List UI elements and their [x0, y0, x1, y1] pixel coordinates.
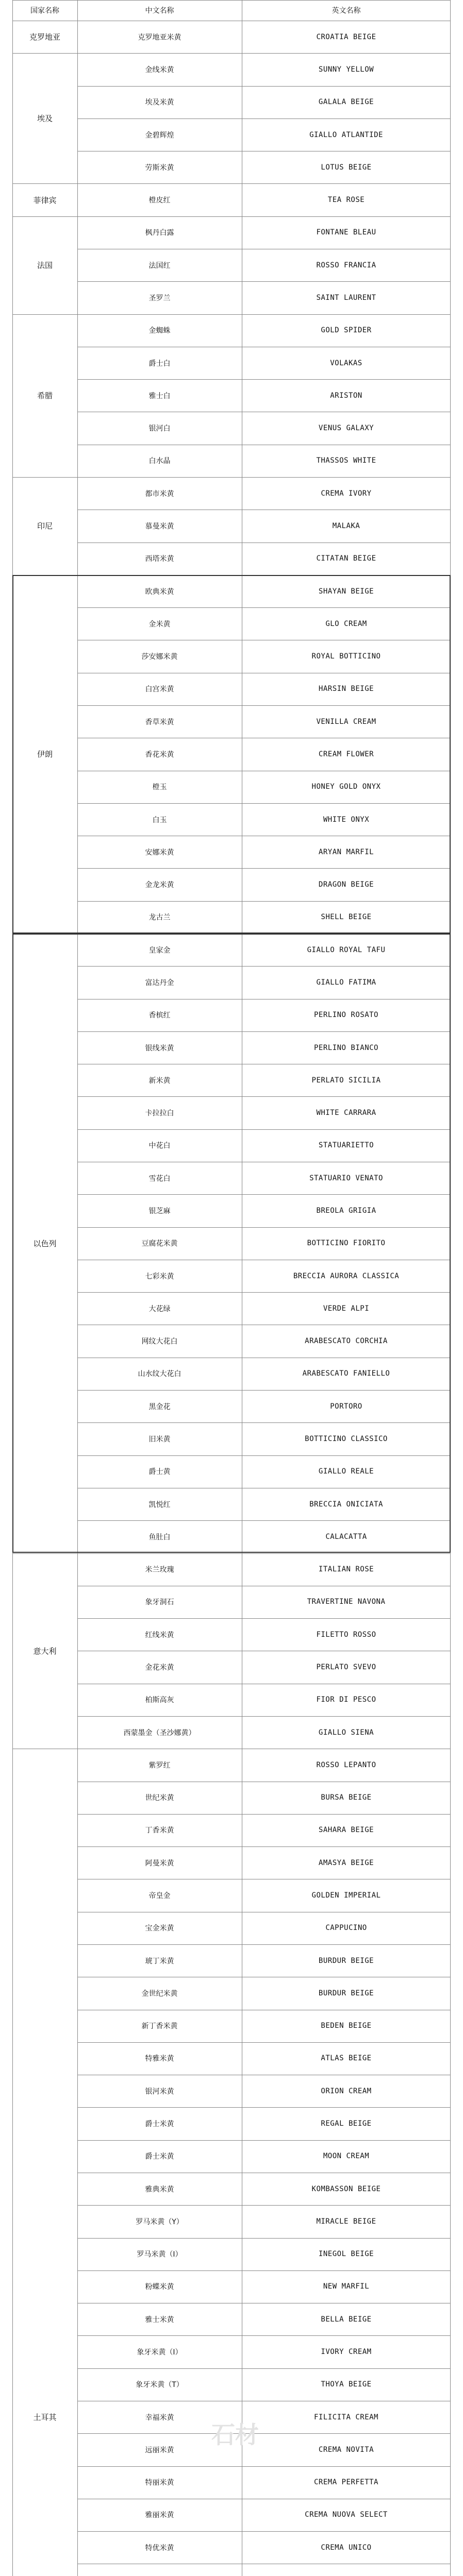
stone-en-name: ARABESCATO FANIELLO: [302, 1369, 390, 1378]
stone-en-name: TRAVERTINE NAVONA: [307, 1598, 386, 1606]
stone-cn-name: 象牙米黄（T）: [136, 2381, 184, 2389]
stone-cn-name: 银线米黄: [145, 1044, 174, 1053]
stone-en-name: GIALLO REALE: [318, 1467, 374, 1476]
stone-en-name: CROATIA BEIGE: [316, 32, 376, 41]
stone-en-name: BURDUR BEIGE: [318, 1956, 374, 1965]
stone-en-name: SHELL BEIGE: [321, 913, 372, 922]
stone-cn-name: 罗马米黄（Y）: [136, 2217, 184, 2226]
stone-cn-name: 白玉: [152, 816, 167, 824]
stone-en-name: GLO CREAM: [325, 619, 367, 628]
stone-cn-name: 紫罗红: [148, 1761, 171, 1770]
stone-en-name: VENUS GALAXY: [318, 424, 374, 433]
stone-cn-name: 鱼肚白: [148, 1533, 171, 1541]
stone-en-name: GOLDEN IMPERIAL: [311, 1891, 381, 1900]
stone-en-name: SAINT LAURENT: [316, 293, 376, 302]
stone-cn-name: 爵士黄: [148, 1468, 171, 1477]
stone-cn-name: 慕曼米黄: [145, 522, 174, 531]
stone-cn-name: 法国红: [148, 261, 171, 270]
stone-en-name: ARYAN MARFIL: [318, 848, 374, 856]
stone-en-name: GOLD SPIDER: [321, 326, 372, 335]
stone-cn-name: 橙皮红: [148, 196, 171, 205]
stone-cn-name: 帝皇金: [148, 1892, 171, 1900]
stone-en-name: ATLAS BEIGE: [321, 2054, 372, 2063]
stone-en-name: MALAKA: [332, 521, 360, 530]
stone-en-name: FILETTO ROSSO: [316, 1630, 376, 1639]
stone-en-name: ORION CREAM: [321, 2087, 372, 2095]
stone-en-name: HONEY GOLD ONYX: [311, 783, 381, 791]
stone-en-name: [242, 2564, 451, 2576]
stone-name-table: [12, 0, 451, 2576]
watermark: 石材: [211, 2421, 259, 2449]
stone-cn-name: 都市米黄: [145, 489, 174, 498]
stone-en-name: LOTUS BEIGE: [321, 163, 372, 172]
stone-cn-name: 橙玉: [152, 783, 167, 792]
stone-cn-name: 富达丹金: [145, 978, 174, 987]
stone-en-name: FIOR DI PESCO: [316, 1696, 376, 1704]
country-name: 意大利: [33, 1646, 57, 1656]
stone-cn-name: 金花米黄: [145, 1664, 174, 1672]
stone-en-name: CREAM FLOWER: [318, 750, 374, 758]
group-frame: [12, 575, 451, 934]
stone-cn-name: 琥丁米黄: [145, 1957, 174, 1965]
stone-cn-name: 红线米黄: [145, 1631, 174, 1639]
stone-cn-name: [77, 2564, 242, 2576]
stone-en-name: PERLATO SICILIA: [311, 1076, 381, 1084]
stone-cn-name: 劳斯米黄: [145, 163, 174, 172]
stone-en-name: AMASYA BEIGE: [318, 1858, 374, 1867]
stone-cn-name: 安娜米黄: [145, 848, 174, 857]
stone-cn-name: 米兰玫瑰: [145, 1566, 174, 1574]
stone-cn-name: 金蜘蛛: [148, 327, 171, 335]
stone-cn-name: 莎安娜米黄: [141, 653, 178, 662]
stone-en-name: CAPPUCINO: [325, 1924, 367, 1933]
stone-cn-name: 特优米黄: [145, 2544, 174, 2552]
stone-cn-name: 粉蝶米黄: [145, 2283, 174, 2292]
stone-en-name: VERDE ALPI: [323, 1304, 370, 1313]
stone-en-name: THOYA BEIGE: [321, 2380, 372, 2389]
stone-en-name: SHAYAN BEIGE: [318, 587, 374, 596]
stone-en-name: DRAGON BEIGE: [318, 880, 374, 889]
stone-cn-name: 金龙米黄: [145, 881, 174, 890]
stone-en-name: HARSIN BEIGE: [318, 685, 374, 693]
country-name: 伊朗: [37, 750, 53, 759]
country-name: 埃及: [37, 114, 53, 124]
stone-en-name: FONTANE BLEAU: [316, 228, 376, 237]
stone-cn-name: 网纹大花白: [141, 1337, 178, 1346]
stone-en-name: BOTTICINO FIORITO: [307, 1239, 386, 1248]
stone-cn-name: 银芝麻: [148, 1207, 171, 1215]
stone-cn-name: 克罗地亚米黄: [138, 33, 181, 42]
stone-cn-name: 金米黄: [148, 620, 171, 629]
stone-cn-name: 枫丹白露: [145, 229, 174, 238]
stone-en-name: ROSSO LEPANTO: [316, 1760, 376, 1769]
stone-cn-name: 金线米黄: [145, 65, 174, 74]
stone-en-name: GIALLO FATIMA: [316, 978, 376, 987]
stone-en-name: PERLATO SVEVO: [316, 1663, 376, 1671]
stone-cn-name: 七彩米黄: [145, 1272, 174, 1281]
stone-en-name: KOMBASSON BEIGE: [311, 2184, 381, 2193]
stone-cn-name: 新丁香米黄: [141, 2022, 178, 2031]
stone-cn-name: 雪花白: [148, 1174, 171, 1183]
stone-cn-name: 白宫米黄: [145, 685, 174, 694]
stone-cn-name: 龙古兰: [148, 913, 171, 922]
stone-cn-name: 象牙米黄（I）: [137, 2348, 183, 2357]
stone-en-name: REGAL BEIGE: [321, 2120, 372, 2128]
stone-cn-name: 爵士米黄: [145, 2153, 174, 2161]
stone-cn-name: 宝金米黄: [145, 1924, 174, 1933]
stone-en-name: GIALLO ATLANTIDE: [309, 130, 383, 139]
stone-en-name: VOLAKAS: [330, 359, 362, 367]
stone-cn-name: 大花绿: [148, 1304, 171, 1313]
stone-cn-name: 山水纹大花白: [138, 1370, 181, 1379]
stone-en-name: CALACATTA: [325, 1532, 367, 1541]
stone-en-name: FILICITA CREAM: [313, 2413, 378, 2421]
stone-cn-name: 欧典米黄: [145, 587, 174, 596]
stone-en-name: BURDUR BEIGE: [318, 1989, 374, 1997]
stone-cn-name: 幸福米黄: [145, 2413, 174, 2422]
stone-cn-name: 香花米黄: [145, 750, 174, 759]
stone-cn-name: 西蒙墨金（圣沙娜黄）: [123, 1728, 196, 1737]
stone-cn-name: 凯悦红: [148, 1500, 171, 1509]
stone-en-name: BEDEN BEIGE: [321, 2022, 372, 2030]
stone-en-name: WHITE CARRARA: [316, 1109, 376, 1117]
stone-en-name: ARISTON: [330, 391, 362, 400]
stone-en-name: STATUARIETTO: [318, 1141, 374, 1150]
stone-en-name: CREMA IVORY: [321, 489, 372, 498]
country-name: 以色列: [33, 1239, 57, 1248]
stone-cn-name: 卡拉拉白: [145, 1109, 174, 1118]
stone-en-name: SUNNY YELLOW: [318, 65, 374, 74]
stone-en-name: VENILLA CREAM: [316, 717, 376, 726]
stone-cn-name: 象牙洞石: [145, 1598, 174, 1607]
stone-cn-name: 雅士米黄: [145, 2315, 174, 2324]
stone-en-name: PORTORO: [330, 1402, 362, 1411]
stone-cn-name: 旧米黄: [148, 1435, 171, 1444]
stone-en-name: BREOLA GRIGIA: [316, 1206, 376, 1215]
stone-cn-name: 圣罗兰: [148, 294, 171, 302]
stone-en-name: GALALA BEIGE: [318, 98, 374, 107]
stone-en-name: CREMA NUOVA SELECT: [305, 2511, 388, 2519]
header-cn-name: 中文名称: [145, 7, 174, 15]
stone-en-name: MOON CREAM: [323, 2152, 370, 2161]
stone-cn-name: 雅士白: [148, 392, 171, 400]
stone-en-name: GIALLO ROYAL TAFU: [307, 945, 386, 954]
stone-en-name: ROYAL BOTTICINO: [311, 652, 381, 661]
country-name: 希腊: [37, 391, 53, 401]
stone-cn-name: 豆腐花米黄: [141, 1240, 178, 1248]
stone-en-name: PERLINO ROSATO: [313, 1011, 378, 1020]
stone-cn-name: 雅典米黄: [145, 2185, 174, 2194]
stone-cn-name: 罗马米黄（I）: [137, 2250, 183, 2259]
stone-en-name: CREMA UNICO: [321, 2543, 372, 2552]
stone-cn-name: 远丽米黄: [145, 2446, 174, 2454]
stone-cn-name: 中花白: [148, 1142, 171, 1150]
stone-en-name: BELLA BEIGE: [321, 2315, 372, 2324]
stone-cn-name: 新米黄: [148, 1076, 171, 1085]
stone-cn-name: 雅丽米黄: [145, 2511, 174, 2520]
stone-en-name: PERLINO BIANCO: [313, 1043, 378, 1052]
stone-en-name: GIALLO SIENA: [318, 1728, 374, 1737]
stone-cn-name: 金碧辉煌: [145, 131, 174, 140]
stone-cn-name: 爵士白: [148, 359, 171, 368]
stone-en-name: INEGOL BEIGE: [318, 2250, 374, 2259]
stone-en-name: THASSOS WHITE: [316, 456, 376, 465]
stone-cn-name: 黑金花: [148, 1402, 171, 1411]
stone-en-name: BRECCIA AURORA CLASSICA: [293, 1272, 400, 1280]
stone-cn-name: 特雅米黄: [145, 2055, 174, 2063]
stone-cn-name: 世纪米黄: [145, 1794, 174, 1803]
stone-en-name: ROSSO FRANCIA: [316, 261, 376, 269]
stone-en-name: SAHARA BEIGE: [318, 1826, 374, 1835]
stone-en-name: BOTTICINO CLASSICO: [305, 1434, 388, 1443]
stone-en-name: BRECCIA ONICIATA: [309, 1500, 383, 1509]
stone-en-name: ARABESCATO CORCHIA: [305, 1337, 388, 1346]
country-name: 印尼: [37, 521, 53, 531]
stone-en-name: STATUARIO VENATO: [309, 1174, 383, 1182]
stone-en-name: WHITE ONYX: [323, 815, 370, 824]
stone-cn-name: 爵士米黄: [145, 2120, 174, 2129]
stone-cn-name: 柏斯高灰: [145, 1696, 174, 1705]
stone-en-name: CREMA PERFETTA: [313, 2478, 378, 2487]
stone-cn-name: 皇家金: [148, 946, 171, 955]
stone-en-name: ITALIAN ROSE: [318, 1565, 374, 1574]
country-name: 土耳其: [33, 2413, 57, 2422]
stone-cn-name: 银河白: [148, 425, 171, 433]
stone-en-name: CREMA NOVITA: [318, 2445, 374, 2454]
stone-en-name: BURSA BEIGE: [321, 1793, 372, 1802]
country-name: 法国: [37, 261, 53, 270]
stone-cn-name: 白水晶: [148, 457, 171, 466]
stone-cn-name: 丁香米黄: [145, 1826, 174, 1835]
stone-cn-name: 西塔米黄: [145, 555, 174, 564]
stone-en-name: CITATAN BEIGE: [316, 554, 376, 563]
stone-en-name: MIRACLE BEIGE: [316, 2217, 376, 2226]
header-country: 国家名称: [30, 7, 59, 15]
stone-en-name: TEA ROSE: [327, 196, 365, 205]
header-en-name: 英文名称: [332, 7, 361, 15]
stone-cn-name: 香槟红: [148, 1011, 171, 1020]
group-frame: [12, 934, 451, 1553]
country-name: 克罗地亚: [29, 32, 60, 42]
stone-cn-name: 金世纪米黄: [141, 1989, 178, 1998]
stone-en-name: IVORY CREAM: [321, 2348, 372, 2357]
stone-cn-name: 阿曼米黄: [145, 1859, 174, 1868]
stone-cn-name: 特丽米黄: [145, 2479, 174, 2487]
stone-cn-name: 银河米黄: [145, 2087, 174, 2096]
stone-cn-name: 埃及米黄: [145, 98, 174, 107]
country-name: 菲律宾: [33, 195, 57, 205]
stone-cn-name: 香草米黄: [145, 718, 174, 726]
stone-en-name: NEW MARFIL: [323, 2282, 370, 2291]
